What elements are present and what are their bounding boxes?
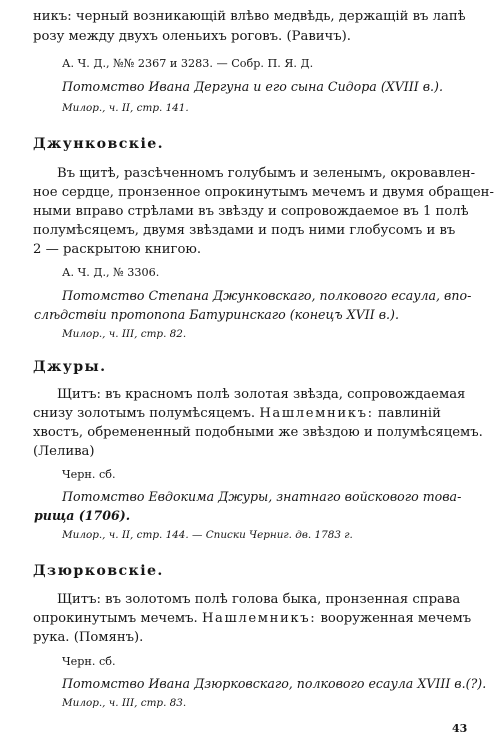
text-segment: павлиній: [377, 406, 441, 421]
section-heading: Джунковскіе.: [33, 136, 165, 152]
text-line: рука. (Помянъ).: [33, 630, 144, 645]
text-line: Въ щитѣ, разсѣченномъ голубымъ и зеленымъ, окровавлен-: [57, 166, 476, 181]
text-segment: снизу золотымъ полумѣсяцемъ.: [33, 406, 256, 421]
text-line: (Лелива): [33, 444, 95, 459]
text-line: 2 — раскрытою книгою.: [33, 242, 202, 257]
source-citation: А. Ч. Д., №№ 2367 и 3283. — Собр. П. Я. Д.: [62, 57, 314, 70]
text-line: Щитъ: въ золотомъ полѣ голова быка, пронзенная справа: [57, 592, 461, 607]
text-segment: опрокинутымъ мечемъ.: [33, 611, 198, 626]
section-heading: Джуры.: [33, 359, 107, 375]
text-line: полумѣсяцемъ, двумя звѣздами и подъ ними глобусомъ и въ: [33, 223, 456, 238]
lineage-note: Потомство Евдокима Джуры, знатнаго войскового това-: [62, 489, 462, 504]
lineage-note: Потомство Степана Джунковскаго, полкового есаула, впо-: [62, 288, 472, 303]
crest-label: Нашлемникъ:: [201, 611, 317, 626]
crest-label: Нашлемникъ:: [259, 406, 374, 421]
page-number: 43: [452, 722, 468, 735]
lineage-note: Потомство Ивана Дзюрковскаго, полкового есаула XVIII в.(?).: [62, 676, 487, 691]
text-line: Щитъ: въ красномъ полѣ золотая звѣзда, сопровождаемая: [57, 387, 466, 402]
text-line: никъ: черный возникающій влѣво медвѣдь, держащій въ лапѣ: [33, 9, 466, 24]
reference-note: Милор., ч. III, стр. 83.: [62, 697, 187, 709]
reference-note: Милор., ч. II, стр. 141.: [62, 102, 189, 114]
source-citation: А. Ч. Д., № 3306.: [62, 266, 160, 279]
lineage-note: рища (1706).: [34, 508, 131, 523]
section-heading: Дзюрковскіе.: [33, 563, 164, 579]
text-line: ное сердце, пронзенное опрокинутымъ мечемъ и двумя обращен-: [33, 185, 494, 200]
source-citation: Черн. сб.: [62, 468, 116, 481]
text-line: хвостъ, обремененный подобными же звѣздою и полумѣсяцемъ.: [33, 425, 483, 440]
lineage-note: Потомство Ивана Дергуна и его сына Сидора (XVIII в.).: [62, 79, 443, 94]
lineage-note: слѣдствіи протопопа Батуринскаго (конецъ XVII в.).: [34, 307, 399, 322]
source-citation: Черн. сб.: [62, 655, 116, 668]
text-line: розу между двухъ оленьихъ роговъ. (Равичъ).: [33, 29, 351, 44]
text-segment: вооруженная мечемъ: [320, 611, 472, 626]
reference-note: Милор., ч. III, стр. 82.: [62, 328, 187, 340]
text-line: [33, 404, 473, 423]
reference-note: Милор., ч. II, стр. 144. — Списки Черниг. дв. 1783 г.: [62, 529, 353, 541]
text-line: [33, 609, 473, 628]
text-line: ными вправо стрѣлами въ звѣзду и сопровождаемое въ 1 полѣ: [33, 204, 469, 219]
